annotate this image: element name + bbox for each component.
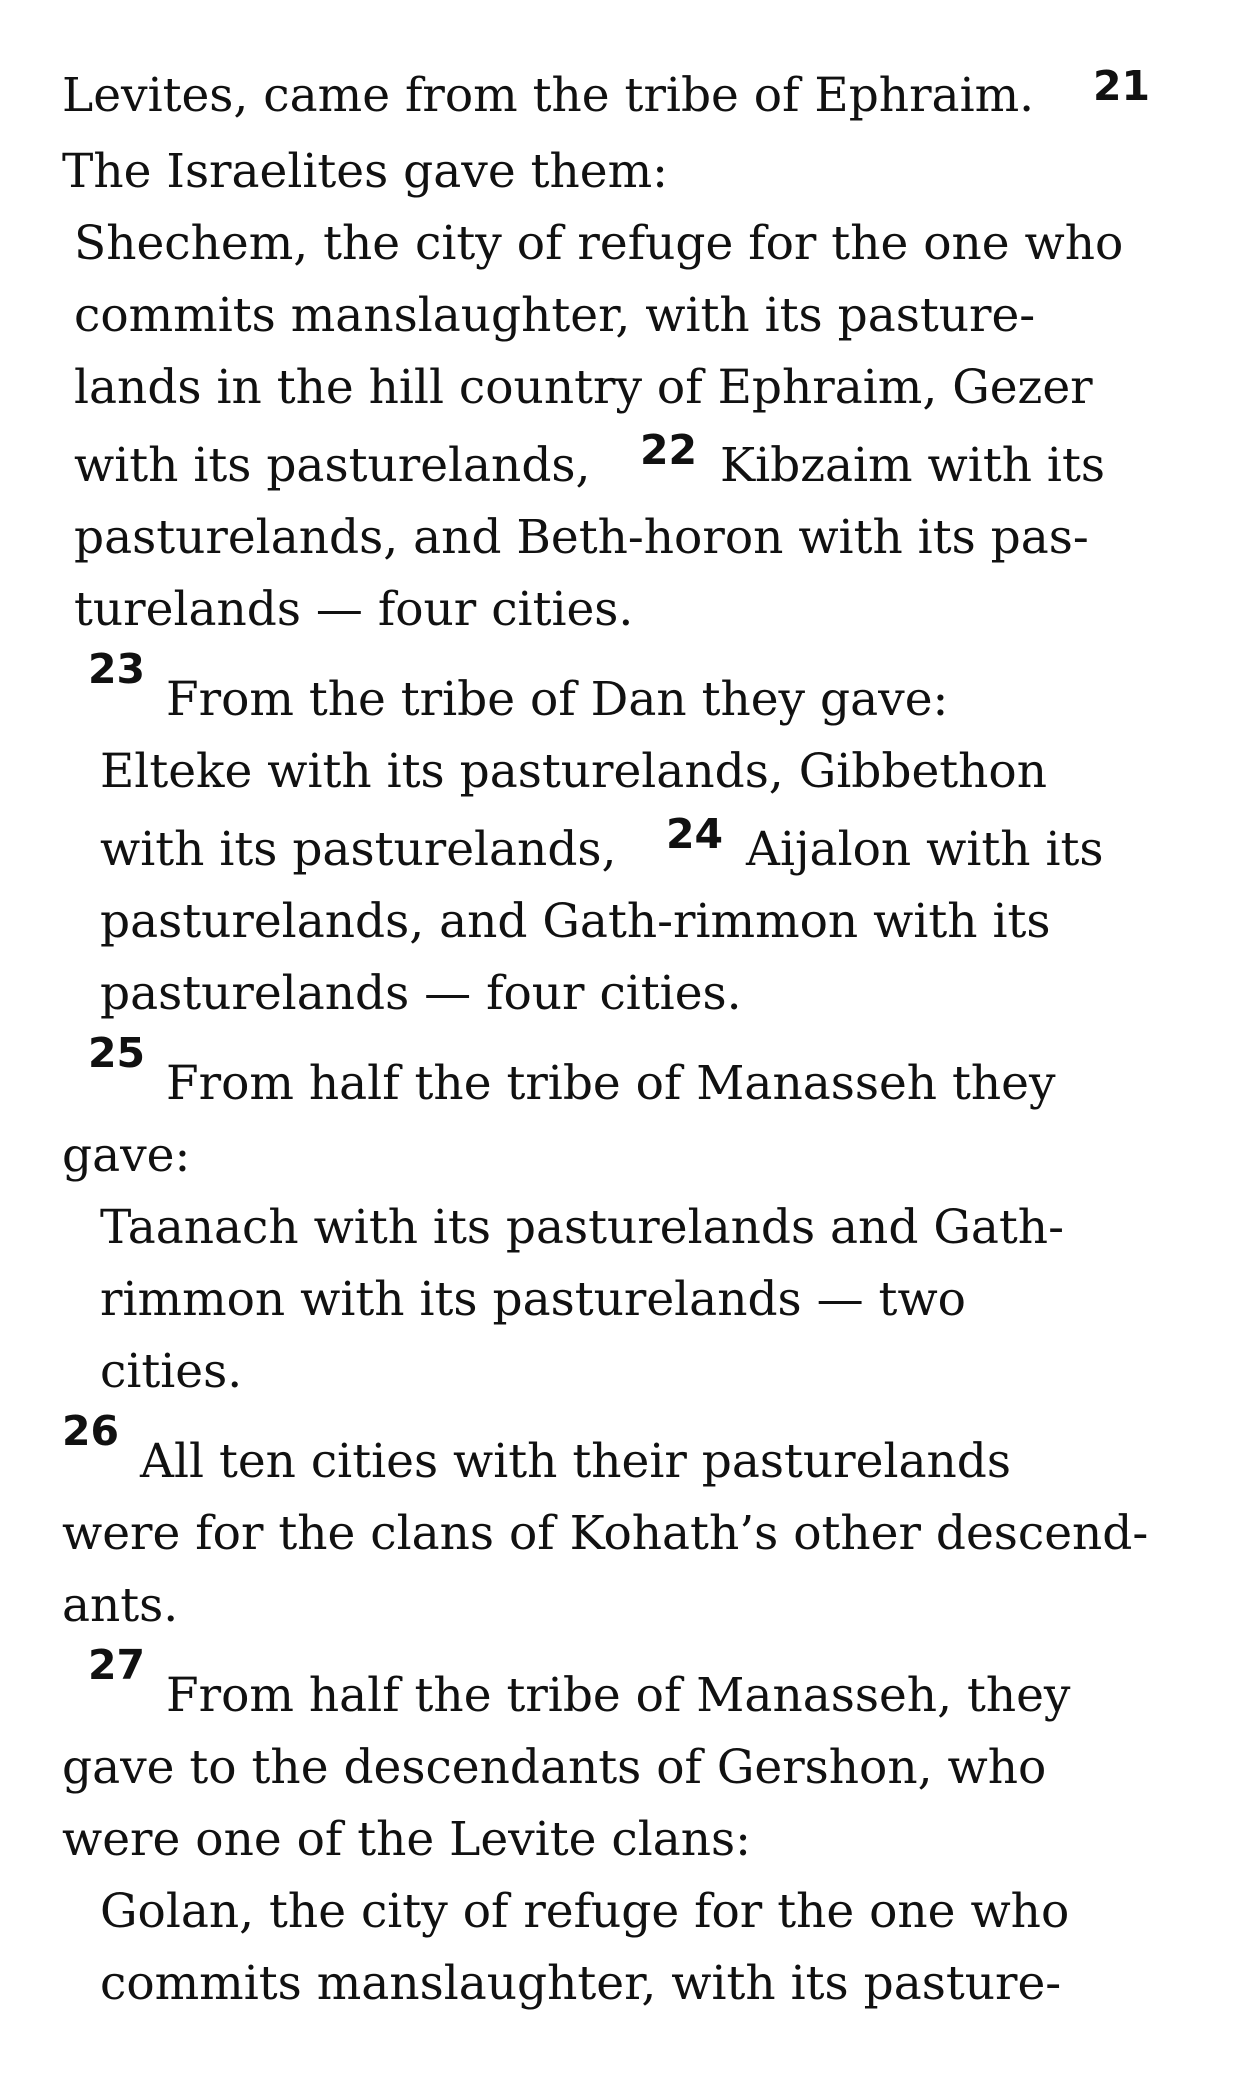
text-line: From half the tribe of Manasseh they [166,1056,1056,1111]
text-line: pasturelands — four cities. [100,966,742,1021]
text-line: pasturelands, and Beth-horon with its pas- [74,510,1089,565]
text-line: lands in the hill country of Ephraim, Gezer [74,360,1093,415]
text-line: turelands — four cities. [74,582,634,637]
text-line: cities. [100,1344,243,1399]
verse-number-26: 26 [62,1407,120,1455]
text-line: with its pasturelands, [100,822,617,877]
text-line: The Israelites gave them: [62,144,668,199]
verse-number-22: 22 [640,426,698,474]
verse-number-27: 27 [88,1641,146,1689]
text-line: Kibzaim with its [720,438,1105,493]
verse-number-21: 21 [1093,62,1151,110]
verse-number-25: 25 [88,1029,146,1077]
verse-number-23: 23 [88,645,146,693]
text-line: were one of the Levite clans: [62,1812,751,1867]
text-line: From half the tribe of Manasseh, they [166,1668,1071,1723]
text-line: pasturelands, and Gath-rimmon with its [100,894,1051,949]
text-line: commits manslaughter, with its pasture- [74,288,1036,343]
text-line: Levites, came from the tribe of Ephraim. [62,68,1035,123]
text-line: Taanach with its pasturelands and Gath- [100,1200,1064,1255]
text-line: gave: [62,1128,191,1183]
text-line: were for the clans of Kohath’s other descend- [62,1506,1149,1561]
text-line: From the tribe of Dan they gave: [166,672,949,727]
verse-number-24: 24 [666,810,724,858]
text-line: with its pasturelands, [74,438,591,493]
text-line: Golan, the city of refuge for the one who [100,1884,1070,1939]
text-line: Shechem, the city of refuge for the one who [74,216,1124,271]
text-line: ants. [62,1578,179,1633]
text-line: rimmon with its pasturelands — two [100,1272,966,1327]
text-line: gave to the descendants of Gershon, who [62,1740,1047,1795]
text-line: commits manslaughter, with its pasture- [100,1956,1062,2011]
text-line: Aijalon with its [746,822,1104,877]
text-line: Elteke with its pasturelands, Gibbethon [100,744,1047,799]
text-line: All ten cities with their pasturelands [140,1434,1011,1489]
